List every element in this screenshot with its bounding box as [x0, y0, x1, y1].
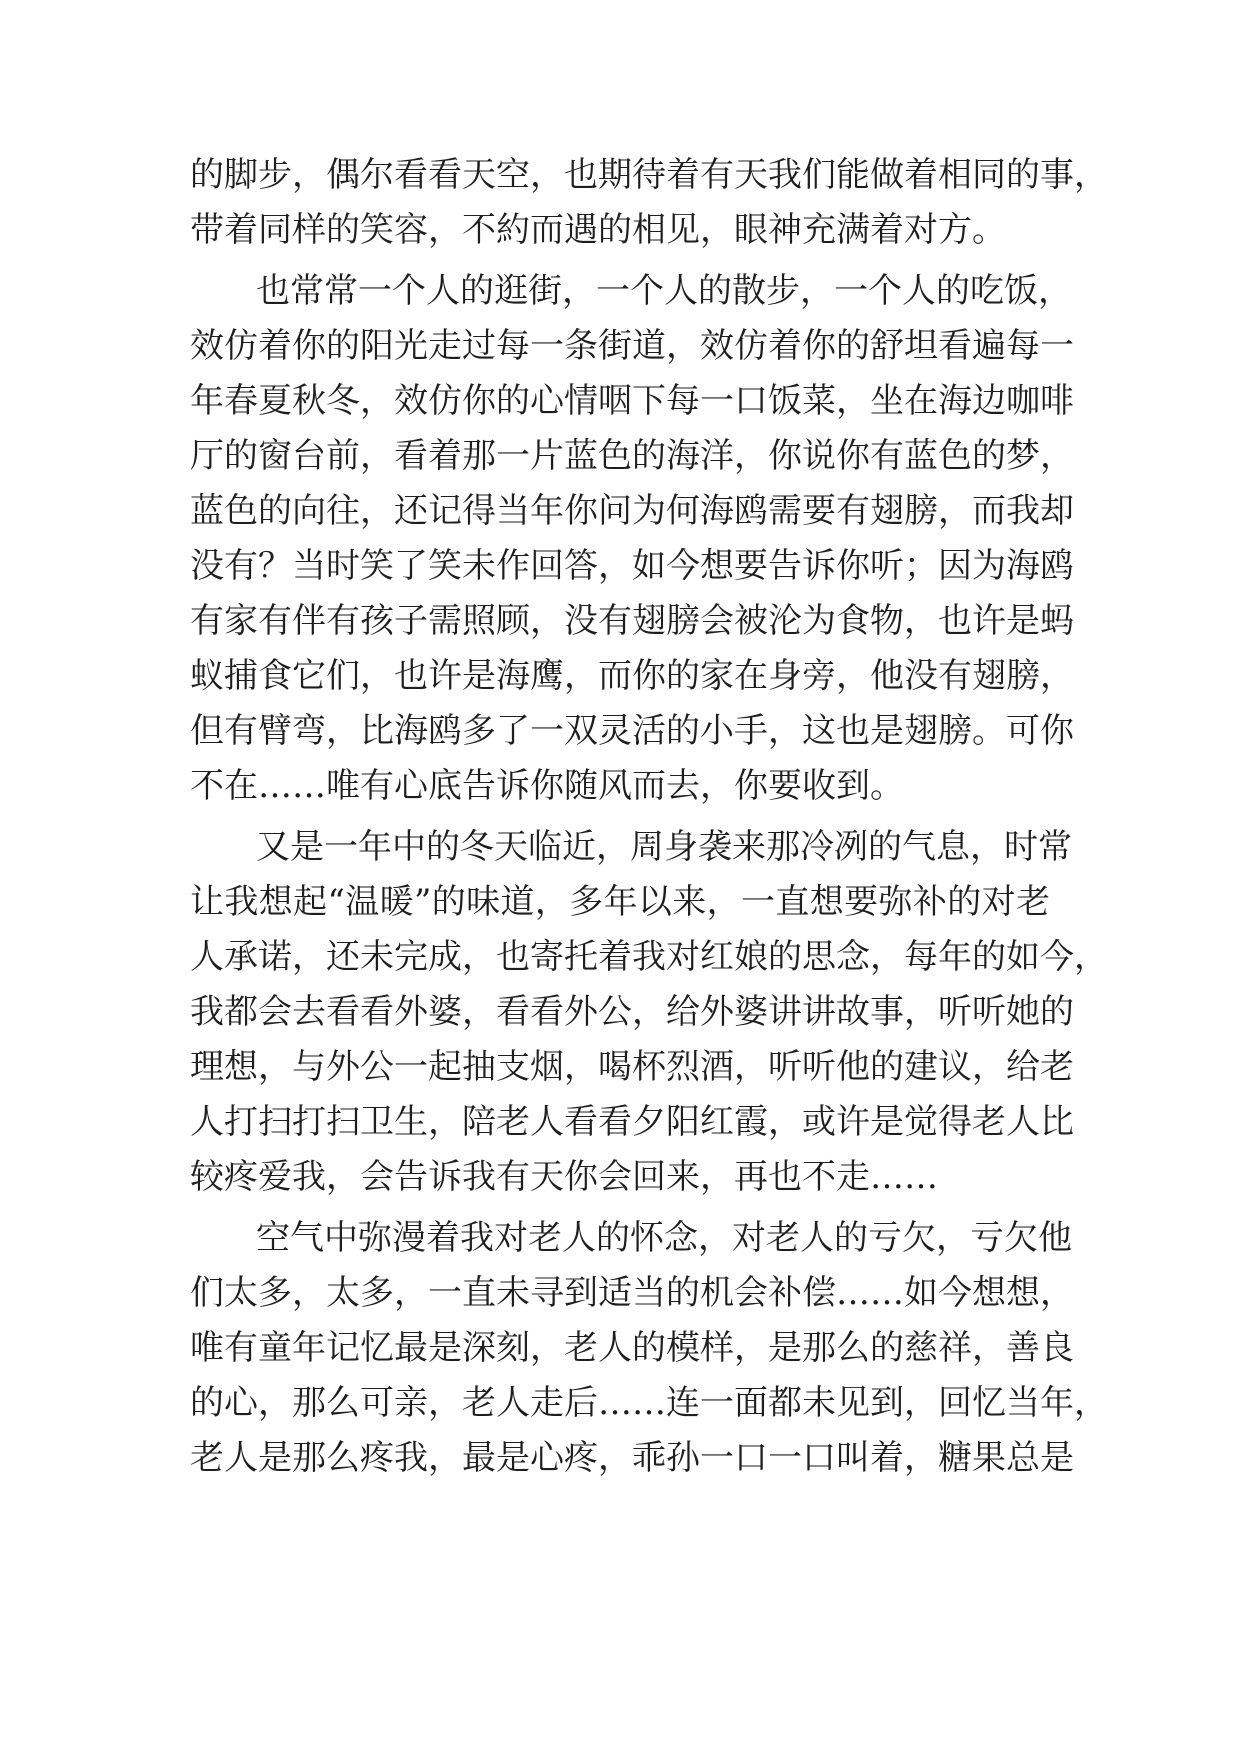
- text-line: 老人是那么疼我，最是心疼，乖孙一口一口叫着，糖果总是: [190, 1438, 1074, 1478]
- text-line: 蓝色的向往，还记得当年你问为何海鸥需要有翅膀，而我却: [190, 491, 1074, 531]
- text-line: 效仿着你的阳光走过每一条街道，效仿着你的舒坦看遍每一: [190, 326, 1074, 366]
- text-line: 不在……唯有心底告诉你随风而去，你要收到。: [190, 766, 904, 806]
- text-line: 较疼爱我，会告诉我有天你会回来，再也不走……: [190, 1157, 938, 1197]
- text-line: 带着同样的笑容，不約而遇的相见，眼神充满着对方。: [190, 210, 1006, 250]
- text-line: 理想，与外公一起抽支烟，喝杯烈酒，听听他的建议，给老: [190, 1047, 1074, 1087]
- paragraph-first-line: 空气中弥漫着我对老人的怀念，对老人的亏欠，亏欠他: [256, 1218, 1072, 1258]
- paragraph-first-line: 又是一年中的冬天临近，周身袭来那冷冽的气息，时常: [256, 827, 1072, 867]
- text-line: 们太多，太多，一直未寻到适当的机会补偿……如今想想，: [190, 1273, 1074, 1313]
- text-line: 让我想起“温暖”的味道，多年以来，一直想要弥补的对老: [190, 882, 1050, 922]
- text-line: 年春夏秋冬，效仿你的心情咽下每一口饭菜，坐在海边咖啡: [190, 381, 1074, 421]
- text-line: 没有？当时笑了笑未作回答，如今想要告诉你听；因为海鸥: [190, 546, 1074, 586]
- text-line: 有家有伴有孩子需照顾，没有翅膀会被沦为食物，也许是蚂: [190, 601, 1074, 641]
- text-line: 蚁捕食它们，也许是海鹰，而你的家在身旁，他没有翅膀，: [190, 656, 1074, 696]
- text-line: 的心，那么可亲，老人走后……连一面都未见到，回忆当年，: [190, 1383, 1108, 1423]
- paragraph-first-line: 也常常一个人的逛街，一个人的散步，一个人的吃饭，: [256, 271, 1072, 311]
- text-line: 我都会去看看外婆，看看外公，给外婆讲讲故事，听听她的: [190, 992, 1074, 1032]
- text-line: 厅的窗台前，看着那一片蓝色的海洋，你说你有蓝色的梦，: [190, 436, 1074, 476]
- text-line: 人打扫打扫卫生，陪老人看看夕阳红霞，或许是觉得老人比: [190, 1102, 1074, 1142]
- text-line: 的脚步，偶尔看看天空，也期待着有天我们能做着相同的事，: [190, 155, 1108, 195]
- text-line: 但有臂弯，比海鸥多了一双灵活的小手，这也是翅膀。可你: [190, 711, 1074, 751]
- text-line: 人承诺，还未完成，也寄托着我对红娘的思念，每年的如今，: [190, 937, 1108, 977]
- text-line: 唯有童年记忆最是深刻，老人的模样，是那么的慈祥，善良: [190, 1328, 1074, 1368]
